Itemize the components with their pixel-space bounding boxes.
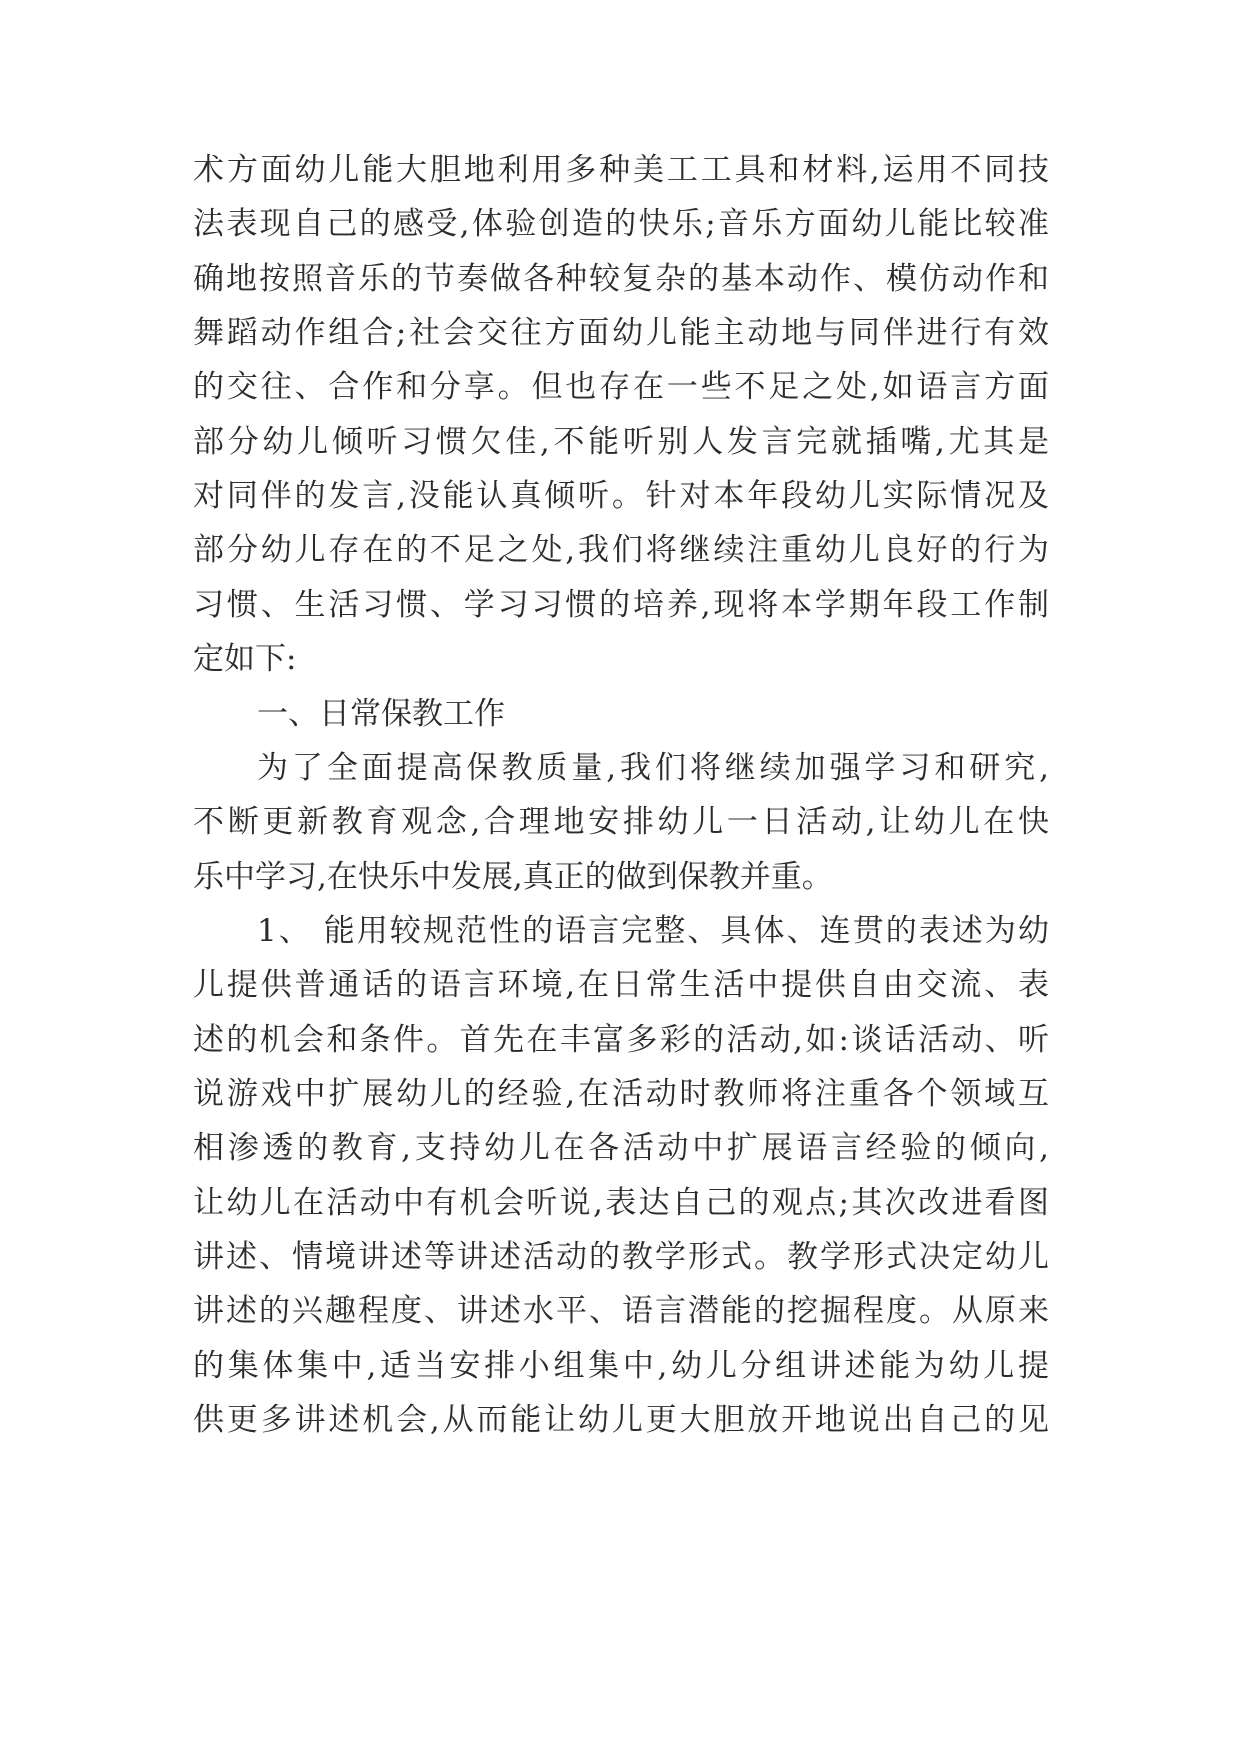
list-item-first-line: 1、 能用较规范性的语言完整、具体、连贯的表述为幼	[257, 913, 1052, 949]
body-line: 部分幼儿存在的不足之处,我们将继续注重幼儿良好的行为	[193, 532, 1052, 568]
body-line: 习惯、生活习惯、学习习惯的培养,现将本学期年段工作制	[193, 587, 1052, 623]
body-line: 说游戏中扩展幼儿的经验,在活动时教师将注重各个领域互	[193, 1076, 1052, 1112]
body-line: 儿提供普通话的语言环境,在日常生活中提供自由交流、表	[193, 967, 1052, 1003]
body-line: 讲述的兴趣程度、讲述水平、语言潜能的挖掘程度。从原来	[193, 1293, 1051, 1329]
body-line: 对同伴的发言,没能认真倾听。针对本年段幼儿实际情况及	[193, 478, 1052, 514]
body-line: 让幼儿在活动中有机会听说,表达自己的观点;其次改进看图	[193, 1185, 1052, 1221]
body-line: 法表现自己的感受,体验创造的快乐;音乐方面幼儿能比较准	[193, 206, 1052, 242]
body-line: 不断更新教育观念,合理地安排幼儿一日活动,让幼儿在快	[193, 804, 1053, 840]
section-heading: 一、日常保教工作	[257, 696, 505, 732]
body-line: 确地按照音乐的节奏做各种较复杂的基本动作、模仿动作和	[193, 261, 1051, 297]
body-line: 术方面幼儿能大胆地利用多种美工工具和材料,运用不同技	[193, 152, 1052, 188]
body-line: 的交往、合作和分享。但也存在一些不足之处,如语言方面	[193, 369, 1052, 405]
body-line: 供更多讲述机会,从而能让幼儿更大胆放开地说出自己的见	[193, 1402, 1052, 1438]
body-line: 舞蹈动作组合;社会交往方面幼儿能主动地与同伴进行有效	[193, 315, 1052, 351]
body-line: 讲述、情境讲述等讲述活动的教学形式。教学形式决定幼儿	[193, 1239, 1051, 1275]
body-line: 部分幼儿倾听习惯欠佳,不能听别人发言完就插嘴,尤其是	[193, 424, 1053, 460]
body-line: 乐中学习,在快乐中发展,真正的做到保教并重。	[193, 859, 833, 895]
body-line: 定如下:	[193, 641, 297, 677]
body-line: 相渗透的教育,支持幼儿在各活动中扩展语言经验的倾向,	[193, 1130, 1053, 1166]
paragraph-first-line: 为了全面提高保教质量,我们将继续加强学习和研究,	[257, 750, 1053, 786]
body-line: 述的机会和条件。首先在丰富多彩的活动,如:谈话活动、听	[193, 1022, 1052, 1058]
body-line: 的集体集中,适当安排小组集中,幼儿分组讲述能为幼儿提	[193, 1348, 1053, 1384]
